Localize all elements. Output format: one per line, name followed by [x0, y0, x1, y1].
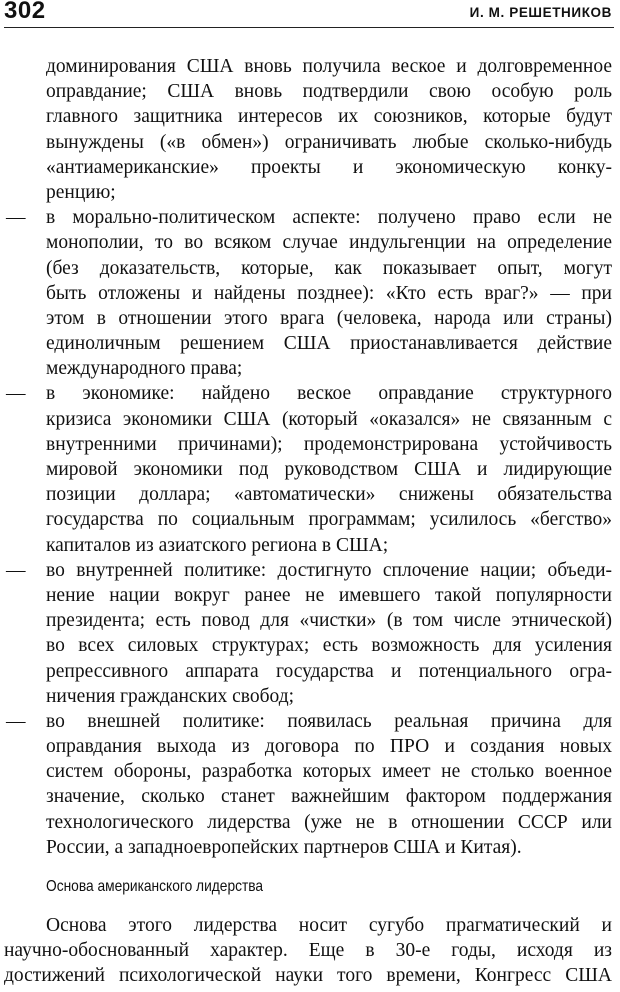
- text-line: [0, 963, 614, 988]
- main-text-column: [0, 54, 614, 860]
- text-line: [0, 205, 614, 230]
- text-line: [0, 558, 614, 583]
- text-line-content: быть отложены и найдены позднее): «Кто есть враг?» — при: [46, 282, 612, 304]
- text-line-content: технологического лидерства (уже не в отношении СССР или: [46, 811, 612, 833]
- text-line: [0, 583, 614, 608]
- list-dash: —: [6, 710, 26, 732]
- text-line: [0, 684, 614, 709]
- text-line: [0, 356, 614, 381]
- page-header: [4, 0, 614, 28]
- text-line-content: в экономике: найдено веское оправдание структурного: [46, 383, 612, 405]
- text-line-content: оправдания выхода из договора по ПРО и создания новых: [46, 736, 612, 758]
- text-line: [0, 608, 614, 633]
- list-item: [0, 558, 614, 709]
- text-line: [0, 381, 614, 406]
- text-line-content: во всех силовых структурах; есть возможность для усиления: [46, 635, 612, 657]
- text-line-content: позиции доллара; «автоматически» снижены обязательства: [46, 484, 612, 506]
- text-line-content: (без доказательств, которые, как показывает опыт, могут: [46, 257, 612, 279]
- text-line: [0, 79, 614, 104]
- text-line: [0, 533, 614, 558]
- text-line-content: внутренними причинами); продемонстрирована устойчивость: [46, 433, 612, 455]
- text-line-content: президента; есть повод для «чистки» (в том числе этнической): [46, 610, 612, 632]
- text-line-content: монополии, то во всяком случае индульгенции на определение: [46, 232, 612, 254]
- text-line: [0, 104, 614, 129]
- text-line: [0, 155, 614, 180]
- section-subheading: Основа американского лидерства: [46, 878, 264, 895]
- text-line: [0, 180, 614, 205]
- list-item-continuation: [0, 54, 614, 205]
- text-line: [0, 256, 614, 281]
- text-line-content: России, а западноевропейских партнеров США и Китая).: [46, 836, 522, 858]
- list-dash: —: [6, 207, 26, 229]
- text-line: [0, 407, 614, 432]
- text-line: [0, 734, 614, 759]
- text-line: [0, 54, 614, 79]
- text-line-content: систем обороны, разработка которых имеет не столько военное: [46, 761, 612, 783]
- text-line: [0, 759, 614, 784]
- text-line: [0, 659, 614, 684]
- text-line-content: во внешней политике: появилась реальная причина для: [46, 710, 612, 732]
- text-line-content: достижений психологической науки того времени, Конгресс США: [4, 965, 612, 987]
- list-item: [0, 381, 614, 557]
- list-dash: —: [6, 559, 26, 581]
- text-line-content: репрессивного аппарата государства и потенциального огра-: [46, 660, 612, 682]
- text-line: [0, 331, 614, 356]
- text-line: [0, 306, 614, 331]
- text-line: [0, 432, 614, 457]
- text-line-content: в морально-политическом аспекте: получено право если не: [46, 207, 612, 229]
- text-line: [0, 281, 614, 306]
- running-head-author: И. М. РЕШЕТНИКОВ: [469, 5, 612, 20]
- list-item: [0, 205, 614, 381]
- text-line-content: международного права;: [46, 358, 243, 380]
- text-line-content: во внутренней политике: достигнуто сплочение нации; объеди-: [46, 559, 612, 581]
- list-item: [0, 709, 614, 860]
- text-line-content: единоличным решением США приостанавливается действие: [46, 333, 612, 355]
- text-line-content: доминирования США вновь получила веское и долговременное: [46, 56, 612, 77]
- text-line-content: Основа этого лидерства носит сугубо прагматический и: [46, 915, 612, 936]
- text-line: [0, 230, 614, 255]
- text-line: [0, 784, 614, 809]
- text-line-content: этом в отношении этого врага (человека, народа или страны): [46, 307, 612, 329]
- text-line: [0, 810, 614, 835]
- text-line-content: ничения гражданских свобод;: [46, 685, 295, 707]
- page-number: 302: [4, 0, 46, 24]
- text-line-content: нение нации вокруг ранее не имевшего такой популярности: [46, 584, 612, 606]
- text-line: [0, 835, 614, 860]
- text-line-content: ренцию;: [46, 181, 116, 203]
- list-dash: —: [6, 383, 26, 405]
- text-line-content: кризиса экономики США (который «оказался» не связанным с: [46, 408, 612, 430]
- text-line: [0, 507, 614, 532]
- text-line-content: государства по социальным программам; усилилось «бегство»: [46, 509, 612, 531]
- text-line-content: главного защитника интересов их союзников, которые будут: [46, 106, 612, 128]
- text-line-content: научно-обоснованный характер. Еще в 30-е годы, исходя из: [4, 940, 612, 962]
- text-line-content: вынуждены («в обмен») ограничивать любые сколько-нибудь: [46, 131, 612, 153]
- text-line: [0, 709, 614, 734]
- text-line: [0, 633, 614, 658]
- text-line-content: капиталов из азиатского региона в США;: [46, 534, 389, 556]
- text-line-content: значение, сколько станет важнейшим фактором поддержания: [46, 786, 612, 808]
- text-line-content: мировой экономики под руководством США и лидирующие: [46, 459, 612, 480]
- text-line: [0, 130, 614, 155]
- text-line-content: «антиамериканские» проекты и экономическую конку-: [46, 156, 612, 178]
- section-paragraph: [0, 913, 614, 989]
- text-line-content: оправдание; США вновь подтвердили свою особую роль: [46, 81, 612, 103]
- text-line: [0, 938, 614, 963]
- text-line: [0, 482, 614, 507]
- text-line: [0, 457, 614, 482]
- text-line: [0, 913, 614, 938]
